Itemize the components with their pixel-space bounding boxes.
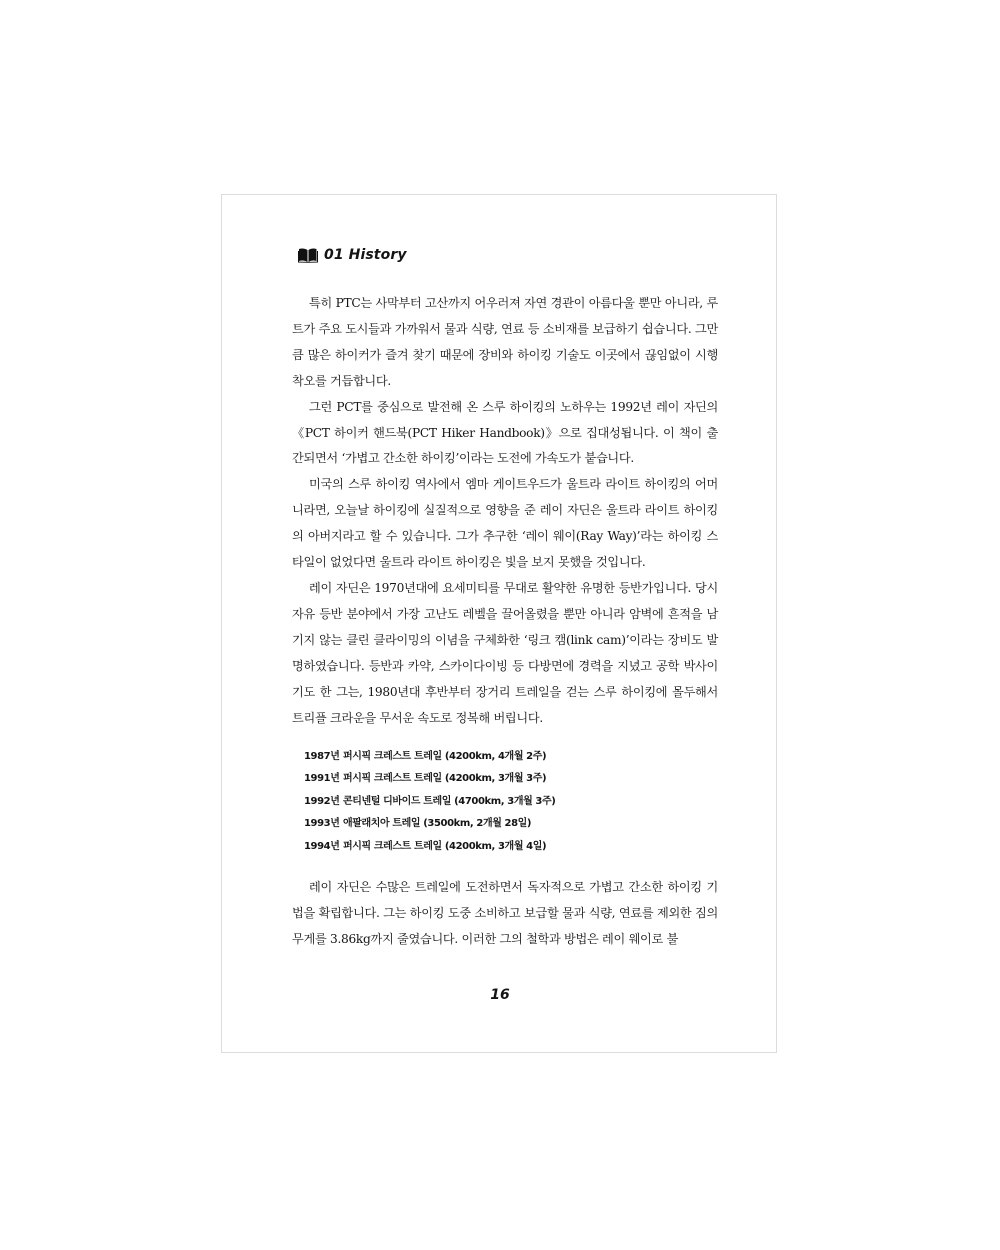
hiking-timeline (304, 743, 724, 856)
timeline-row (304, 811, 724, 834)
closing-text (292, 875, 718, 953)
body-text (292, 291, 718, 731)
section-header (298, 245, 407, 265)
timeline-year: 1987년 (304, 750, 340, 762)
timeline-row (304, 743, 724, 766)
paragraph: 미국의 스루 하이킹 역사에서 엠마 게이트우드가 울트라 라이트 하이킹의 어머니라면, 오늘날 하이킹에 실질적으로 영향을 준 레이 자딘은 울트라 라이트 하이킹의 아버지라고 할 수 있습니다. 그가 추구한 ‘레이 웨이(Ray Way)’라는 하이킹 스타일이 없었다면 울트라 라이트 하이킹은 빛을 보지 못했을 것입니다. (292, 477, 718, 570)
section-title: 01 History (324, 247, 407, 263)
timeline-year: 1993년 (304, 818, 340, 830)
timeline-trail: 퍼시픽 크레스트 트레일 (4200km, 4개월 2주) (343, 750, 547, 762)
paragraph: 레이 자딘은 수많은 트레일에 도전하면서 독자적으로 가볍고 간소한 하이킹 기법을 확립합니다. 그는 하이킹 도중 소비하고 보급할 물과 식량, 연료를 제외한 짐의 무게를 3.86kg까지 줄였습니다. 이러한 그의 철학과 방법은 레이 웨이로 불 (292, 880, 718, 946)
timeline-year: 1991년 (304, 773, 340, 785)
timeline-row (304, 766, 724, 789)
timeline-year: 1994년 (304, 840, 340, 852)
book-page (221, 194, 777, 1053)
timeline-trail: 콘티넨털 디바이드 트레일 (4700km, 3개월 3주) (343, 795, 556, 807)
timeline-row (304, 788, 724, 811)
timeline-year: 1992년 (304, 795, 340, 807)
timeline-row (304, 833, 724, 856)
paragraph: 레이 자딘은 1970년대에 요세미티를 무대로 활약한 유명한 등반가입니다. 당시 자유 등반 분야에서 가장 고난도 레벨을 끌어올렸을 뿐만 아니라 암벽에 흔적을 남기지 않는 클린 클라이밍의 이념을 구체화한 ‘링크 캠(link cam)’이라는 장비도 발명하였습니다. 등반과 카약, 스카이다이빙 등 다방면에 경력을 지녔고 공학 박사이기도 한 그는, 1980년대 후반부터 장거리 트레일을 걷는 스루 하이킹에 몰두해서 트리플 크라운을 무서운 속도로 정복해 버립니다. (292, 580, 718, 725)
paragraph: 특히 PTC는 사막부터 고산까지 어우러져 자연 경관이 아름다울 뿐만 아니라, 루트가 주요 도시들과 가까워서 물과 식량, 연료 등 소비재를 보급하기 쉽습니다. 그만큼 많은 하이커가 즐겨 찾기 때문에 장비와 하이킹 기술도 이곳에서 끊임없이 시행착오를 거듭합니다. (292, 296, 718, 388)
page-number: 16 (490, 987, 510, 1003)
timeline-trail: 애팔래치아 트레일 (3500km, 2개월 28일) (343, 818, 532, 830)
open-book-icon (298, 247, 318, 263)
timeline-trail: 퍼시픽 크레스트 트레일 (4200km, 3개월 4일) (343, 840, 547, 852)
timeline-trail: 퍼시픽 크레스트 트레일 (4200km, 3개월 3주) (343, 773, 547, 785)
paragraph: 그런 PCT를 중심으로 발전해 온 스루 하이킹의 노하우는 1992년 레이 자딘의 《PCT 하이커 핸드북(PCT Hiker Handbook)》으로 집대성됩니다. 이 책이 출간되면서 ‘가볍고 간소한 하이킹’이라는 도전에 가속도가 붙습니다. (292, 399, 718, 466)
